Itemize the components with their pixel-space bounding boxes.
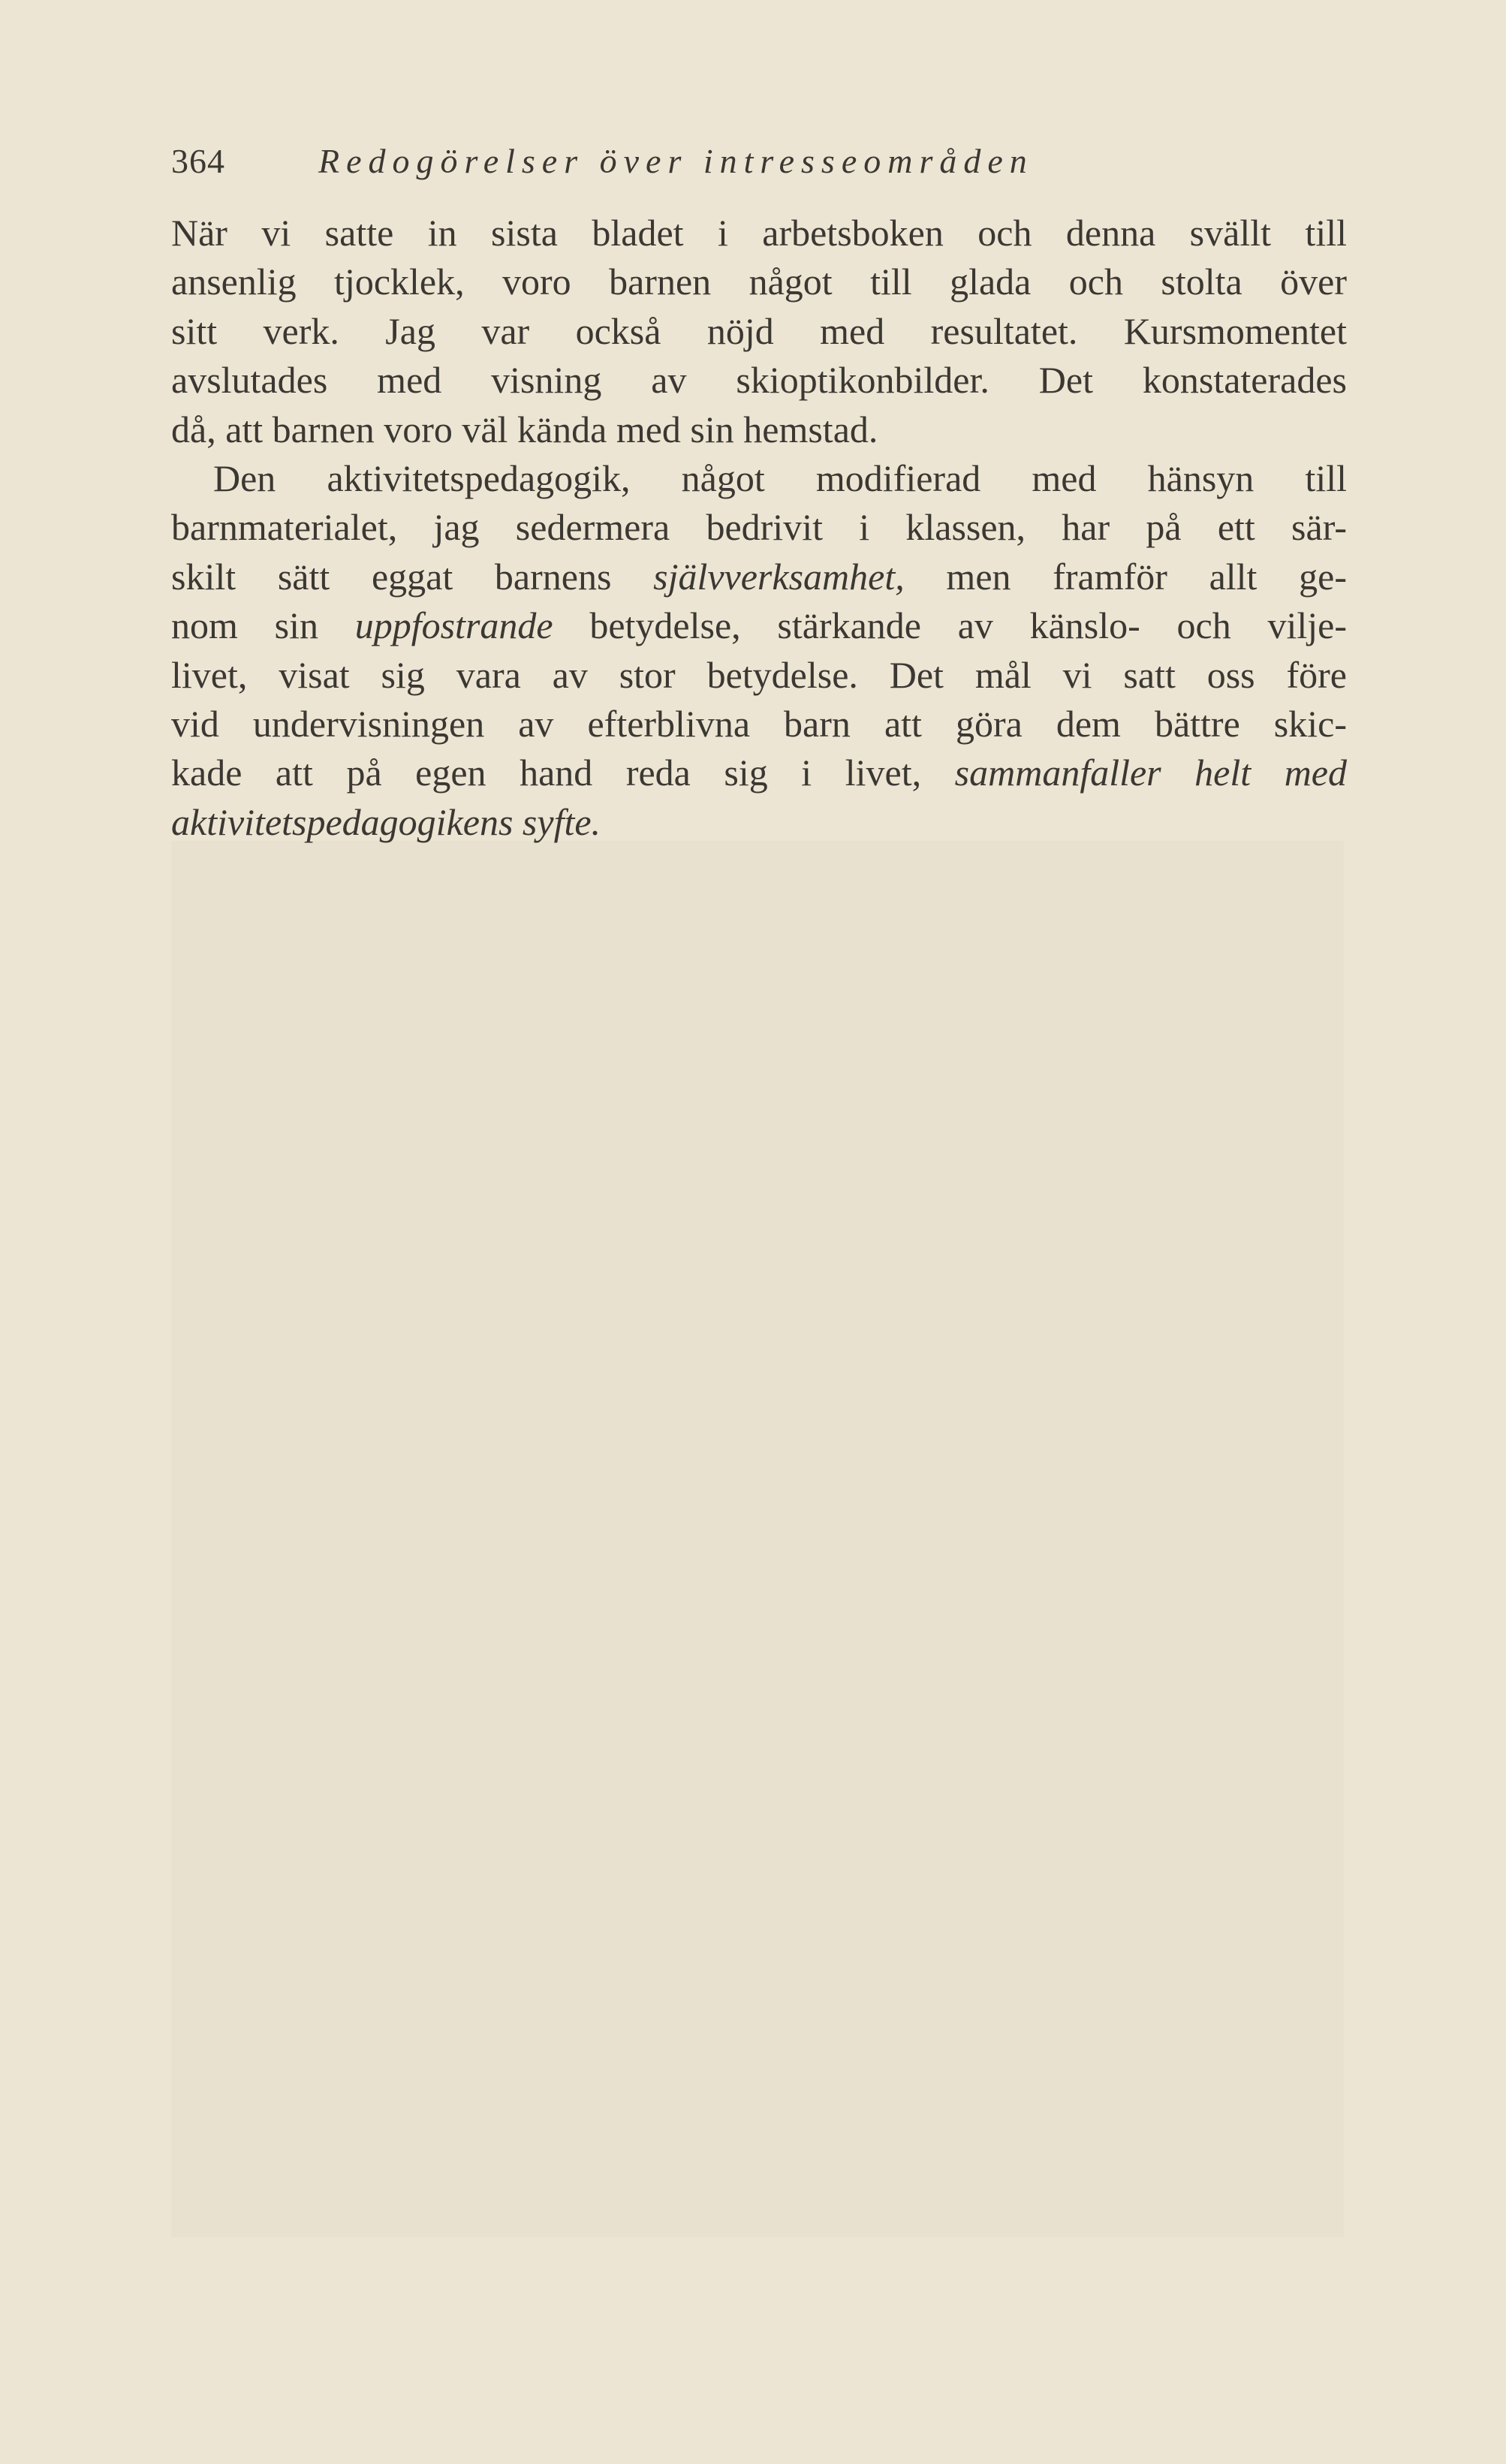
paragraph-1-line-2: ansenlig tjocklek, voro barnen något till glada och stolta över — [171, 261, 1347, 303]
page-header — [171, 135, 1342, 188]
blank-plate-area — [171, 841, 1344, 2237]
text-run: men framför allt ge- — [904, 555, 1347, 598]
paragraph-1-line-5: då, att barnen voro väl kända med sin hemstad. — [171, 408, 878, 450]
emphasis-text: uppfostrande — [354, 604, 553, 647]
paragraph-2-line-3 — [171, 553, 1347, 601]
paragraph-1-line-4: avslutades med visning av skioptikonbilder. Det konstaterades — [171, 359, 1347, 402]
emphasis-text: sammanfaller helt med — [954, 752, 1347, 794]
paragraph-2-line-2: barnmaterialet, jag sedermera bedrivit i klassen, har på ett sär- — [171, 506, 1347, 549]
page-number: 364 — [171, 142, 225, 180]
paragraph-2-line-7 — [171, 749, 1347, 797]
text-run: nom sin — [171, 604, 355, 647]
running-title: Redogörelser över intresseområden — [318, 142, 1034, 180]
emphasis-text: självverksamhet, — [653, 555, 905, 598]
text-run: kade att på egen hand reda sig i livet, — [171, 752, 955, 794]
text-run: skilt sätt eggat barnens — [171, 555, 654, 598]
paragraph-1-line-1: När vi satte in sista bladet i arbetsboken och denna svällt till — [171, 212, 1347, 254]
paragraph-2-line-6: vid undervisningen av efterblivna barn att göra dem bättre skic- — [171, 702, 1347, 745]
paragraph-2-line-1: Den aktivitetspedagogik, något modifierad med hänsyn till — [213, 456, 1347, 499]
text-run: betydelse, stärkande av känslo- och vilje- — [553, 604, 1347, 647]
body-text — [171, 209, 1347, 847]
paragraph-2-line-5: livet, visat sig vara av stor betydelse. Det mål vi satt oss före — [171, 653, 1347, 696]
paragraph-2-line-8: aktivitetspedagogikens syfte. — [171, 800, 601, 843]
paragraph-2-line-4 — [171, 601, 1347, 650]
paragraph-1-line-3: sitt verk. Jag var också nöjd med resultatet. Kursmomentet — [171, 309, 1347, 352]
